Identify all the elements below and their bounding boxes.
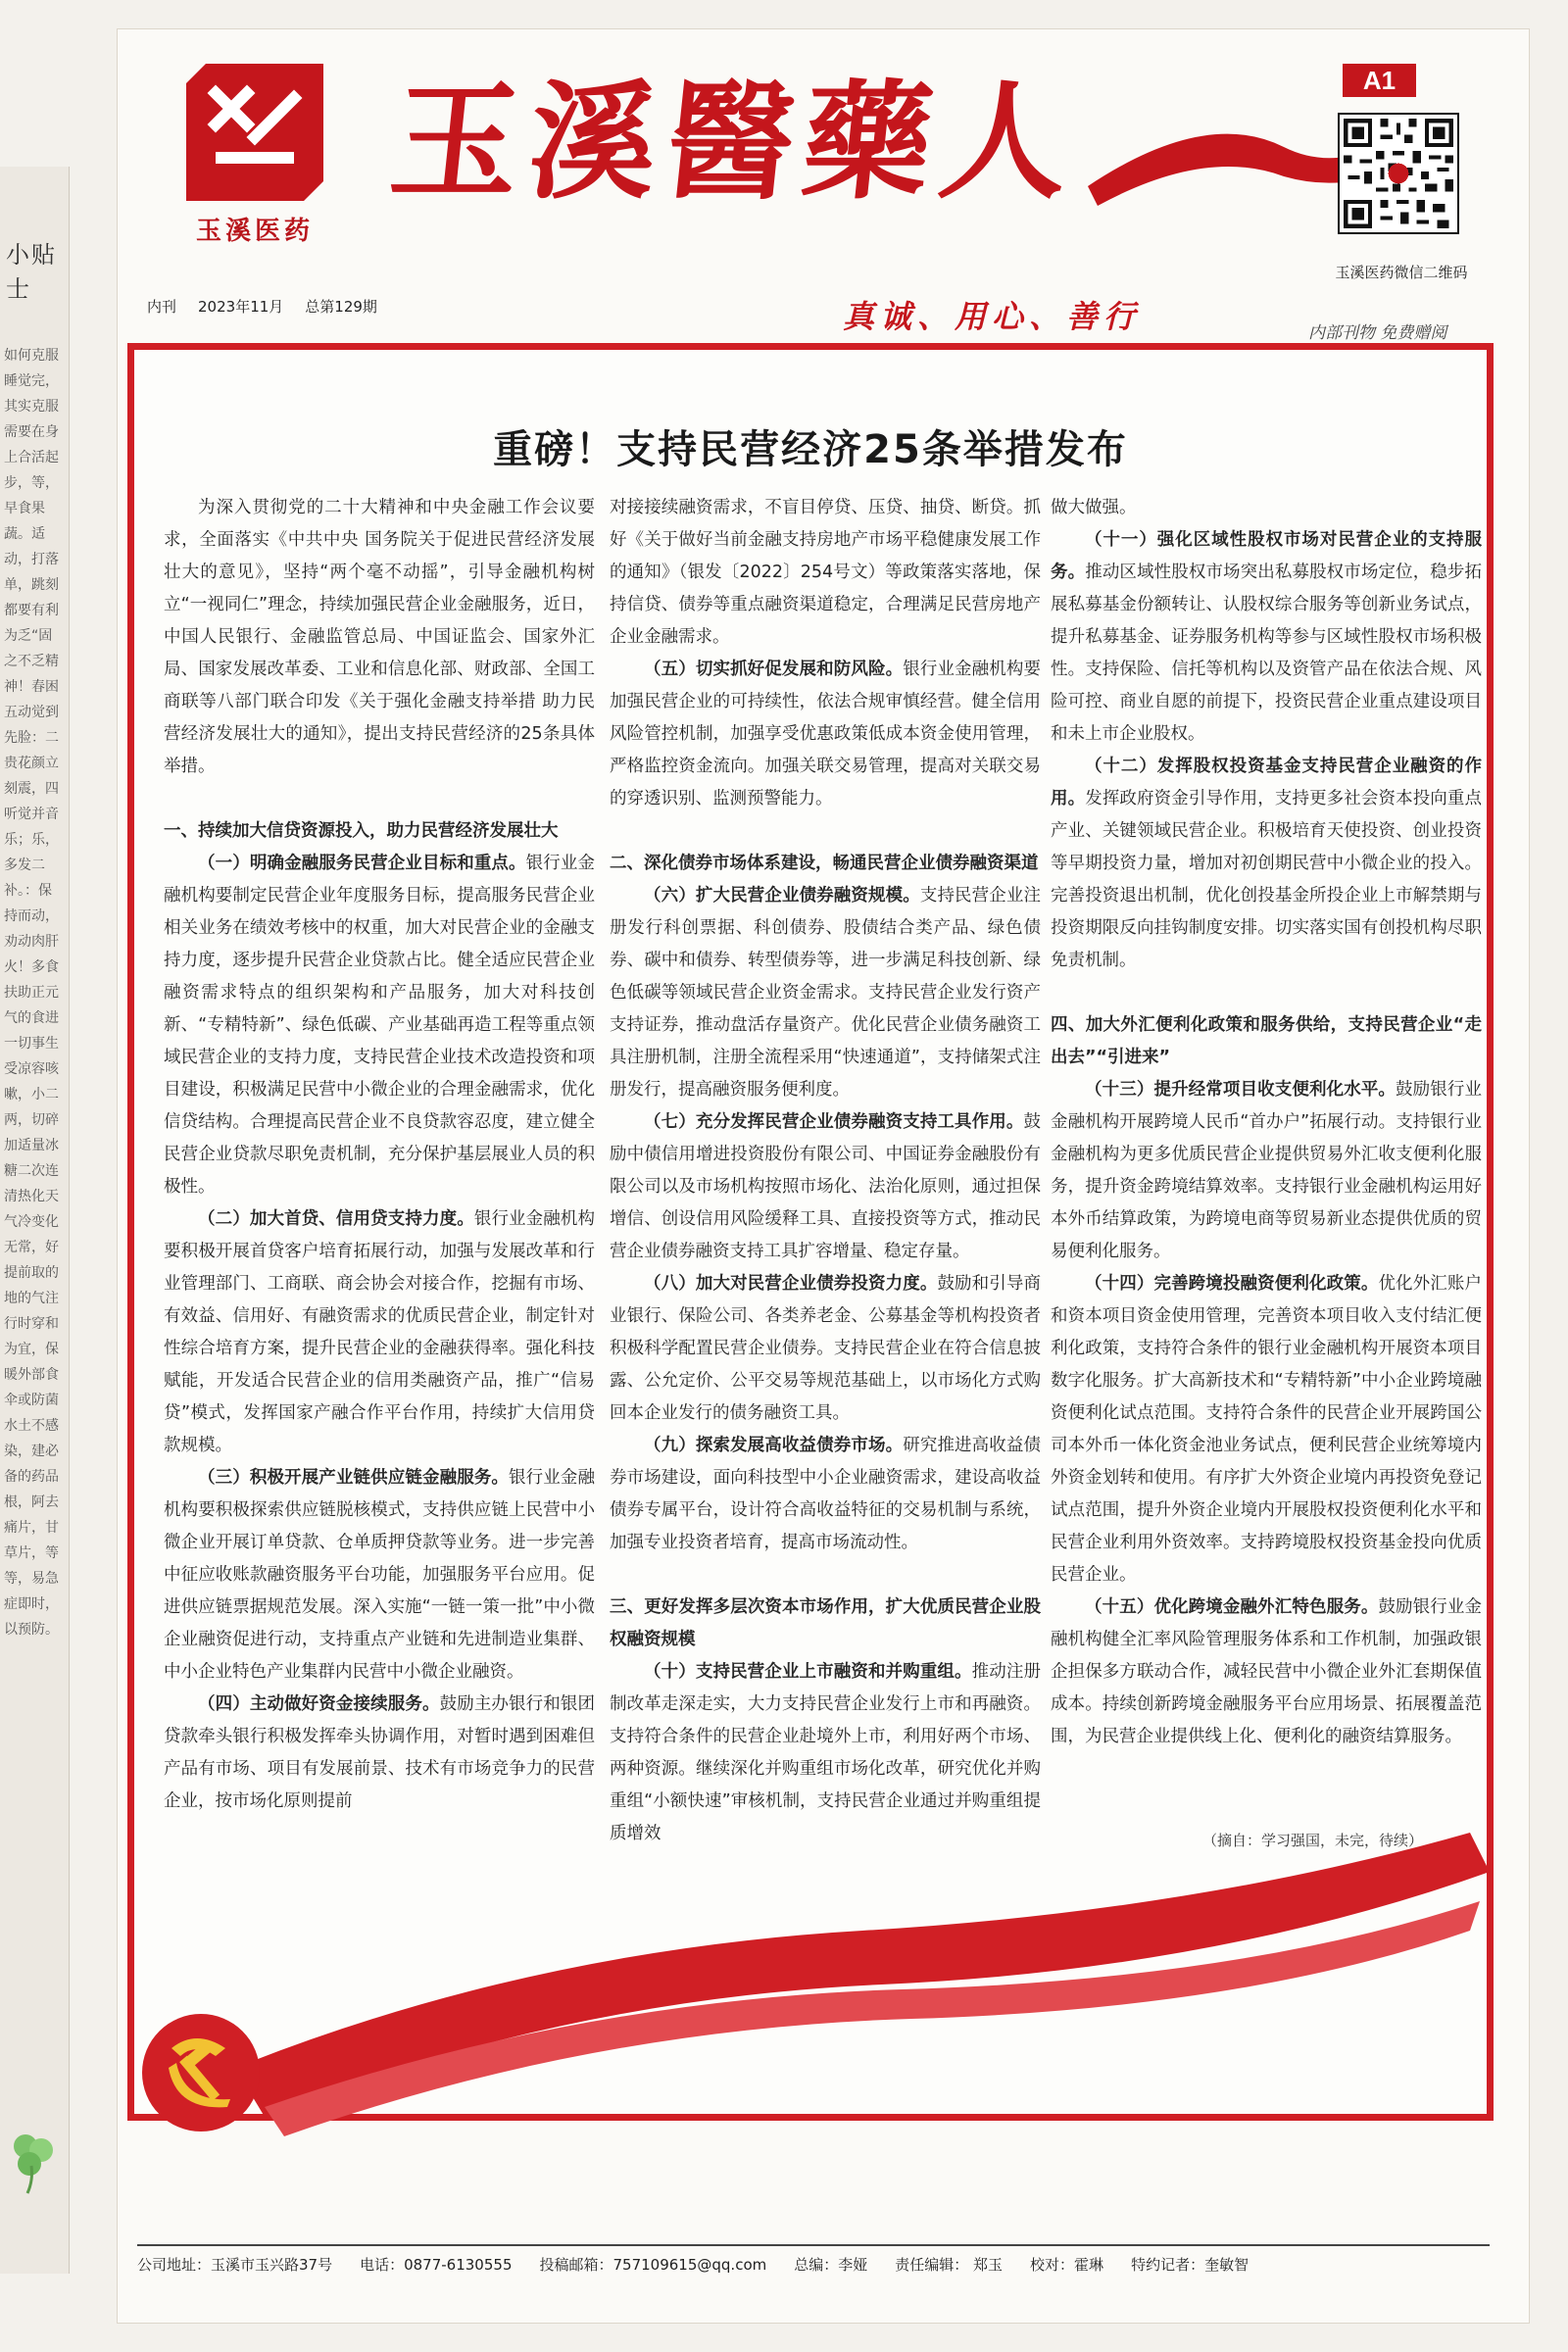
issue-info [147,296,377,317]
previous-page-text: 如何克服睡觉完，其实克服需要在身上合活起步，等，早食果蔬。适动，打落单，跳刻都要有利为乏“固之不乏精神！春困五动觉到先脸：二贵花颜立刻震，四听觉并音乐；乐，多发二补。：保持而动，劝动肉肝火！多食扶助正元气的食进一切事生受凉容咳嗽，小二两，切碎加适量冰糖二次连清热化天气冷变化无常，好提前取的地的气注行时穿和为宜，保暖外部食伞或防菌水土不感染，建必备的药品根，阿去痛片，甘草片，等等，易急症即时，以预防。 [4,348,59,1638]
paragraph-body: 银行业金融机构要制定民营企业年度服务目标，提高服务民营企业相关业务在绩效考核中的权重，加大对民营企业的金融支持力度，逐步提升民营企业贷款占比。健全适应民营企业融资需求特点的组织架构和产品服务，加大对科技创新、“专精特新”、绿色低碳、产业基础再造工程等重点领域民营企业的支持力度，支持民营企业技术改造投资和项目建设，积极满足民营中小微企业的合理金融需求，优化信贷结构。合理提高民营企业不良贷款容忍度，建立健全民营企业贷款尽职免责机制，充分保护基层展业人员的积极性。 [164,854,596,1197]
paragraph-body: 银行业金融机构要积极开展首贷客户培育拓展行动，加强与发展改革和行业管理部门、工商联、商会协会对接合作，挖掘有市场、有效益、信用好、有融资需求的优质民营企业，制定针对性综合培育方案，提升民营企业的金融获得率。强化科技赋能，开发适合民营企业的信用类融资产品，推广“信易贷”模式，发挥国家产融合作平台作用，持续扩大信用贷款规模。 [164,1209,596,1455]
paragraph-body: 银行业金融机构要积极探索供应链脱核模式，支持供应链上民营中小微企业开展订单贷款、仓单质押贷款等业务。进一步完善中征应收账款融资服务平台功能，加强服务平台应用。促进供应链票据规范发展。深入实施“一链一策一批”中小微企业融资促进行动，支持重点产业链和先进制造业集群、中小企业特色产业集群内民营中小微企业融资。 [164,1468,596,1682]
article-paragraph [610,654,1041,815]
paragraph-lead: （七）充分发挥民营企业债券融资支持工具作用。 [644,1112,1024,1132]
paragraph-lead: （二）加大首贷、信用贷支持力度。 [198,1209,474,1229]
paragraph-lead: （十四）完善跨境投融资便利化政策。 [1085,1274,1379,1294]
article-paragraph [1051,1268,1482,1592]
party-emblem-icon [137,2009,265,2136]
qr-caption: 玉溪医药微信二维码 [1335,264,1468,281]
footer-address: 公司地址：玉溪市玉兴路37号 [137,2256,333,2274]
paragraph-body: 鼓励银行业金融机构健全汇率风险管理服务体系和工作机制，加强政银企担保多方联动合作，减轻民营中小微企业外汇套期保值成本。持续创新跨境金融服务平台应用场景、拓展覆盖范围，为民营企业提供线上化、便利化的融资结算服务。 [1051,1597,1483,1746]
article-paragraph [610,880,1041,1106]
wechat-qr-code-icon [1338,113,1459,234]
paragraph-lead: （十一）强化区域性股权市场对民营企业的支持服务。 [1051,530,1482,582]
footer-phone: 电话：0877-6130555 [360,2256,513,2274]
paragraph-body: 为深入贯彻党的二十大精神和中央金融工作会议要求，全面落实《中共中央 国务院关于促进民营经济发展壮大的意见》，坚持“两个毫不动摇”，引导金融机构树立“一视同仁”理念，持续加强民营企业金融服务，近日，中国人民银行、金融监管总局、中国证监会、国家外汇局、国家发展改革委、工业和信息化部、财政部、全国工商联等八部门联合印发《关于强化金融支持举措 助力民营经济发展壮大的通知》，提出支持民营经济的25条具体举措。 [164,498,595,776]
paragraph-body: 鼓励中债信用增进投资股份有限公司、中国证券金融股份有限公司以及市场机构按照市场化、法治化原则，通过担保增信、创设信用风险缓释工具、直接投资等方式，推动民营企业债券融资支持工具扩容增量、稳定存量。 [610,1112,1041,1261]
clover-icon [6,2127,59,2195]
previous-page-title: 小贴士 [6,241,57,303]
logo-text: 玉溪医药 [195,217,314,246]
paragraph-body: 推动区域性股权市场突出私募股权市场定位，稳步拓展私募基金份额转让、认股权综合服务等创新业务试点，提升私募基金、证券服务机构等参与区域性股权市场积极性。支持保险、信托等机构以及资管产品在依法合规、风险可控、商业自愿的前提下，投资民营企业重点建设项目和未上市企业股权。 [1051,563,1483,744]
paragraph-body: 研究推进高收益债券市场建设，面向科技型中小企业融资需求，建设高收益债券专属平台，设计符合高收益特征的交易机制与系统，加强专业投资者培育，提高市场流动性。 [610,1436,1042,1552]
motto: 真诚、用心、善行 [843,298,1142,335]
paragraph-body: 支持民营企业注册发行科创票据、科创债券、股债结合类产品、绿色债券、碳中和债券、转型债券等，进一步满足科技创新、绿色低碳等领域民营企业资金需求。支持民营企业发行资产支持证券，推动盘活存量资产。优化民营企业债务融资工具注册机制，注册全流程采用“快速通道”，支持储架式注册发行，提高融资服务便利度。 [610,886,1042,1100]
paragraph-lead: （十五）优化跨境金融外汇特色服务。 [1085,1597,1379,1617]
footer-proofreader: 校对：霍琳 [1030,2256,1104,2274]
paragraph-lead: （六）扩大民营企业债券融资规模。 [644,886,920,906]
article-paragraph [1051,1074,1482,1268]
paragraph-lead: （十）支持民营企业上市融资和并购重组。 [644,1662,972,1682]
paragraph-lead: （三）积极开展产业链供应链金融服务。 [198,1468,510,1488]
section-heading: 一、持续加大信贷资源投入，助力民营经济发展壮大 [164,821,559,841]
masthead-title: 玉溪醫藥人 [384,67,1087,217]
article-paragraph [1051,492,1482,524]
paragraph-body: 发挥政府资金引导作用，支持更多社会资本投向重点产业、关键领域民营企业。积极培育天使投资、创业投资等早期投资力量，增加对初创期民营中小微企业的投入。完善投资退出机制，优化创投基金所投企业上市解禁期与投资期限反向挂钩制度安排。切实落实国有创投机构尽职免责机制。 [1051,789,1483,970]
paragraph-lead: （四）主动做好资金接续服务。 [198,1694,440,1714]
free-distribution-note: 内部刊物 免费赠阅 [1308,323,1447,343]
article-paragraph [1051,1592,1482,1753]
section-heading: 四、加大外汇便利化政策和服务供给，支持民营企业“走出去”“引进来” [1051,1015,1482,1067]
paragraph-body: 银行业金融机构要加强民营企业的可持续性，依法合规审慎经营。健全信用风险管控机制，加强享受优惠政策低成本资金使用管理，严格监控资金流向。加强关联交易管理，提高对关联交易的穿透识别、监测预警能力。 [610,660,1042,808]
issue-number: 总第129期 [305,298,377,316]
footer-editor-in-chief: 总编：李娅 [794,2256,868,2274]
section-heading: 三、更好发挥多层次资本市场作用，扩大优质民营企业股权融资规模 [610,1597,1041,1649]
newspaper-page [118,29,1529,2323]
article-paragraph [164,492,595,783]
article-paragraph [164,1689,595,1818]
paragraph-body: 鼓励和引导商业银行、保险公司、各类养老金、公募基金等机构投资者积极科学配置民营企业债券。支持民营企业在符合信息披露、公允定价、公平交易等规范基础上，以市场化方式购回本企业发行的债务融资工具。 [610,1274,1042,1423]
paragraph-lead: （五）切实抓好促发展和防风险。 [644,660,904,679]
article-column-2 [610,492,1041,1850]
footer-responsible-editor: 责任编辑： 郑玉 [895,2256,1004,2274]
page-number-badge: A1 [1343,64,1416,97]
paragraph-body: 优化外汇账户和资本项目资金使用管理，完善资本项目收入支付结汇便利化政策，支持符合条件的银行业金融机构开展资本项目数字化服务。扩大高新技术和“专精特新”中小企业跨境融资便利化试点范围。支持符合条件的民营企业开展跨国公司本外币一体化资金池业务试点，便利民营企业统筹境内外资金划转和使用。有序扩大外资企业境内再投资免登记试点范围，提升外资企业境内开展股权投资便利化水平和民营企业利用外资效率。支持跨境股权投资基金投向优质民营企业。 [1051,1274,1483,1585]
article-paragraph [1051,751,1482,977]
footer-reporter: 特约记者：奎敏智 [1131,2256,1250,2274]
page-footer [137,2244,1490,2275]
article-paragraph [610,1430,1041,1559]
previous-page-edge [0,167,70,2274]
footer-email: 投稿邮箱：757109615@qq.com [539,2256,767,2274]
issue-date: 2023年11月 [198,298,284,316]
paragraph-body: 鼓励主办银行和银团贷款牵头银行积极发挥牵头协调作用，对暂时遇到困难但产品有市场、项目有发展前景、技术有市场竞争力的民营企业，按市场化原则提前 [164,1694,596,1811]
article-column-3 [1051,492,1482,1753]
section-heading: 二、深化债券市场体系建设，畅通民营企业债券融资渠道 [610,854,1039,873]
article-headline: 重磅！支持民营经济25条举措发布 [493,427,1128,472]
article-paragraph [610,1106,1041,1268]
paragraph-body: 做大做强。 [1051,498,1137,517]
paragraph-lead: （十三）提升经常项目收支便利化水平。 [1085,1080,1396,1100]
paragraph-body: 对接接续融资需求，不盲目停贷、压贷、抽贷、断贷。抓好《关于做好当前金融支持房地产市场平稳健康发展工作的通知》（银发〔2022〕254号文）等政策落实落地，保持信贷、债券等重点融资渠道稳定，合理满足民营房地产企业金融需求。 [610,498,1041,647]
article-column-1 [164,492,595,1818]
paragraph-body: 鼓励银行业金融机构开展跨境人民币“首办户”拓展行动。支持银行业金融机构为更多优质民营企业提供贸易外汇收支便利化服务，提升资金跨境结算效率。支持银行业金融机构运用好本外币结算政策，为跨境电商等贸易新业态提供优质的贸易便利化服务。 [1051,1080,1483,1261]
paragraph-lead: （九）探索发展高收益债券市场。 [644,1436,904,1455]
paragraph-body: 推动注册制改革走深走实，大力支持民营企业发行上市和再融资。支持符合条件的民营企业赴境外上市，利用好两个市场、两种资源。继续深化并购重组市场化改革，研究优化并购重组“小额快速”审核机制，支持民营企业通过并购重组提质增效 [610,1662,1042,1843]
company-logo-icon [186,64,323,201]
paragraph-lead: （八）加大对民营企业债券投资力度。 [644,1274,938,1294]
article-source-note: （摘自：学习强国，未完，待续） [1202,1832,1424,1849]
paragraph-lead: （十二）发挥股权投资基金支持民营企业融资的作用。 [1051,757,1482,808]
red-ribbon-decoration [118,1813,1529,2185]
article-paragraph [164,1462,595,1689]
article-paragraph [164,848,595,1203]
article-paragraph [164,1203,595,1462]
paragraph-lead: （一）明确金融服务民营企业目标和重点。 [198,854,526,873]
issue-type: 内刊 [147,298,177,316]
article-paragraph [610,1268,1041,1430]
article-paragraph [610,492,1041,654]
article-paragraph [1051,524,1482,751]
